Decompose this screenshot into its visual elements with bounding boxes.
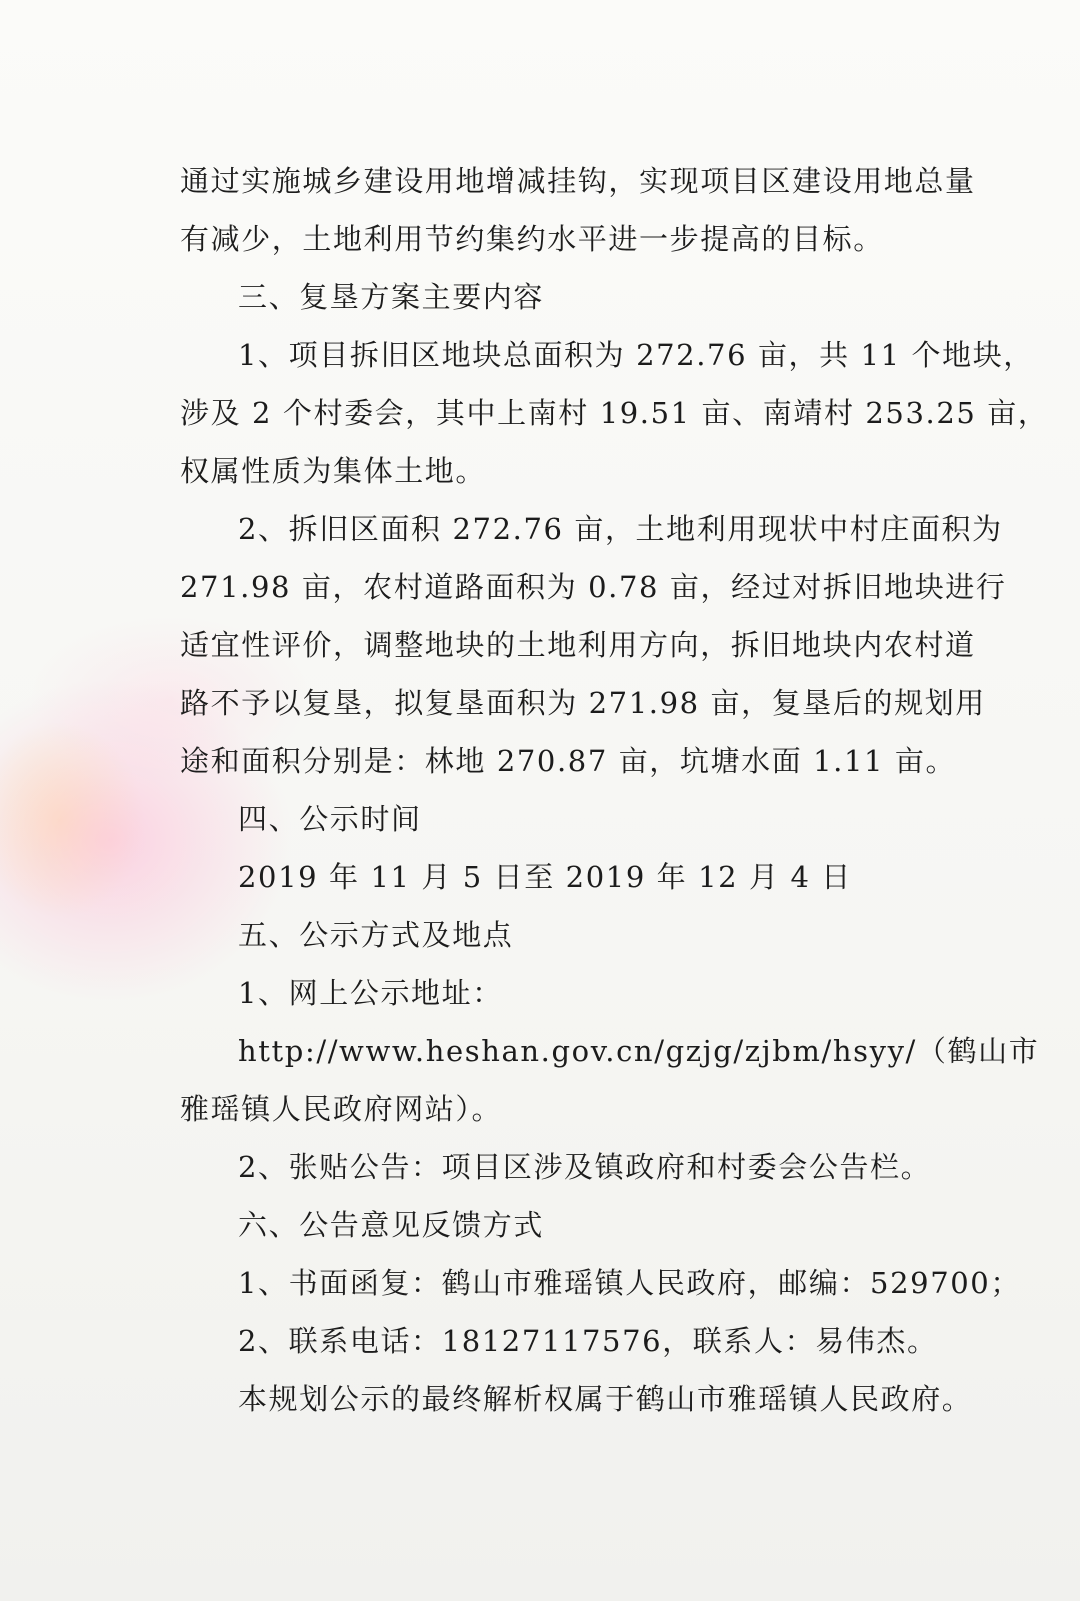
document-body	[180, 152, 1049, 1428]
body-line: 适宜性评价，调整地块的土地利用方向，拆旧地块内农村道	[180, 628, 976, 662]
body-line: 雅瑶镇人民政府网站）。	[180, 1092, 503, 1126]
body-line: 有减少，土地利用节约集约水平进一步提高的目标。	[180, 222, 884, 256]
url-line: http://www.heshan.gov.cn/gzjg/zjbm/hsyy/（鹤山市	[238, 1034, 1040, 1068]
body-line: 权属性质为集体土地。	[180, 454, 487, 488]
body-line: 1、项目拆旧区地块总面积为 272.76 亩，共 11 个地块，	[238, 338, 1034, 372]
body-line: 2、张贴公告：项目区涉及镇政府和村委会公告栏。	[238, 1150, 932, 1184]
section-heading: 六、公告意见反馈方式	[238, 1208, 545, 1242]
closing-line: 本规划公示的最终解析权属于鹤山市雅瑶镇人民政府。	[238, 1382, 973, 1416]
section-heading: 三、复垦方案主要内容	[238, 280, 545, 314]
body-line: 涉及 2 个村委会，其中上南村 19.51 亩、南靖村 253.25 亩，	[180, 396, 1049, 430]
section-heading: 五、公示方式及地点	[238, 918, 514, 952]
body-line: 2019 年 11 月 5 日至 2019 年 12 月 4 日	[238, 860, 852, 894]
section-heading: 四、公示时间	[238, 802, 422, 836]
body-line: 2、联系电话：18127117576，联系人：易伟杰。	[238, 1324, 938, 1358]
body-line: 1、书面函复：鹤山市雅瑶镇人民政府，邮编：529700；	[238, 1266, 1021, 1300]
body-line: 途和面积分别是：林地 270.87 亩，坑塘水面 1.11 亩。	[180, 744, 957, 778]
body-line: 路不予以复垦，拟复垦面积为 271.98 亩，复垦后的规划用	[180, 686, 986, 720]
body-line: 2、拆旧区面积 272.76 亩，土地利用现状中村庄面积为	[238, 512, 1003, 546]
body-line: 271.98 亩，农村道路面积为 0.78 亩，经过对拆旧地块进行	[180, 570, 1007, 604]
body-line: 1、网上公示地址：	[238, 976, 503, 1010]
body-line: 通过实施城乡建设用地增减挂钩，实现项目区建设用地总量	[180, 164, 976, 198]
